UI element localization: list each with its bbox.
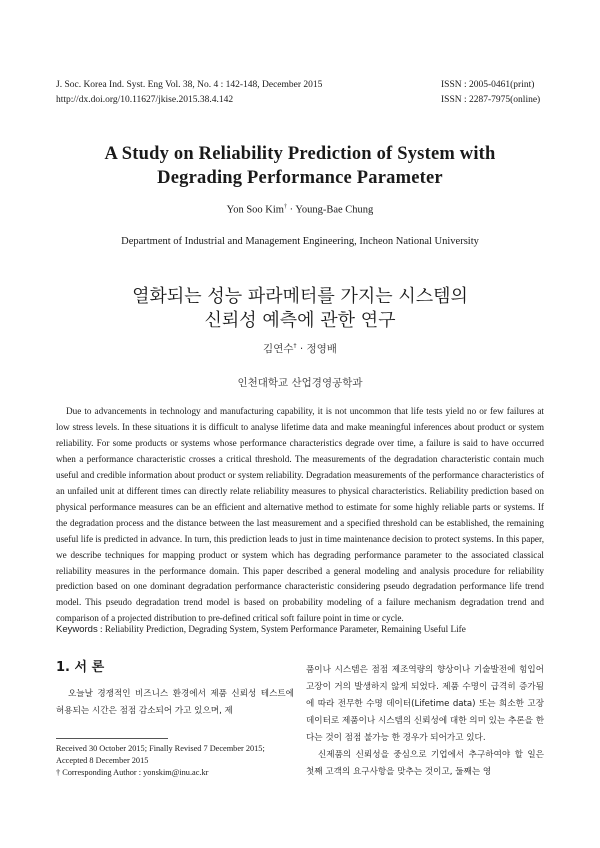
corresponding-author-text: Corresponding Author : yonskim@inu.ac.kr: [60, 768, 209, 777]
journal-citation: [56, 78, 322, 108]
keywords-line: [56, 624, 556, 635]
author-separator: ·: [286, 204, 296, 216]
english-author-1: Yon Soo Kim: [226, 204, 284, 216]
issn-block: [441, 78, 540, 108]
english-title: [0, 142, 600, 190]
korean-authors: [0, 341, 600, 356]
korean-author-2: 정영배: [306, 343, 337, 355]
korean-corresponding-mark: †: [293, 342, 297, 350]
korean-title-line1: 열화되는 성능 파라메터를 가지는 시스템의: [132, 286, 468, 307]
keywords-label: Keywords: [56, 624, 98, 635]
journal-line: J. Soc. Korea Ind. Syst. Eng Vol. 38, No. 4 : 142-148, December 2015: [56, 80, 323, 90]
korean-title: [0, 285, 600, 333]
doi-link[interactable]: http://dx.doi.org/10.11627/jkise.2015.38.4.142: [56, 95, 234, 105]
english-affiliation: Department of Industrial and Management Engineering, Incheon National University: [121, 236, 479, 247]
korean-author-separator: ·: [296, 343, 307, 355]
footnote: [56, 743, 296, 779]
intro-paragraph-2: 신제품의 신뢰성을 중심으로 기업에서 추구하여야 할 일은 첫째 고객의 요구사항을 맞추는 것이고, 둘째는 영: [306, 750, 544, 777]
abstract: Due to advancements in technology and manufacturing capability, it is not uncommon that life tests yield no or few failures at low stress levels. In these situations it is difficult to analyse lifetime data and make meaningful inferences about product or system reliability. For some products or systems whose performance characteristics degrade over time, a failure is said to have occurred when a performance characteristic crosses a critical threshold. The measurements of the degradation characteristic contain much useful and credible information about product or system reliability. Degradation measurements of the performance characteristics of an unfailed unit at different times can directly relate reliability measures to physical characteristics. Reliability prediction based on physical performance measures can be an efficient and alternative method to estimate for some highly reliable parts or systems. If the degradation process and the distance between the last measurement and a specified threshold can be established, the remaining useful life is predicted in advance. In turn, this prediction leads to just in time maintenance decision to protect systems. In this paper, we describe techniques for mapping product or system which has degrading performance parameter to the associated classical reliability measures in the performance domain. This paper described a general modeling and analysis procedure for reliability prediction based on one dominant degradation performance characteristic considering pseudo degradation performance life trend model. This pseudo degradation trend model is based on probability modeling of a failure mechanism degradation trend and comparison of a projected distribution to pre-defined critical soft failure point in time or cycle.: [56, 406, 544, 624]
intro-paragraph-continued: 품이나 시스템은 점점 제조역량의 향상이나 기술발전에 힘입어 고장이 거의 발생하지 않게 되었다. 제품 수명이 급격히 증가됨에 따라 전무한 수명 데이터(Lifetime data) 또는 희소한 고장 데이터로 제품이나 시스템의 신뢰성에 대한 의미 있는 추론을 한다는 것이 점점 불가능 한 경우가 되어가고 있다.: [306, 665, 544, 743]
corresponding-author-note: [56, 767, 296, 779]
section-heading: 1. 서 론: [56, 660, 105, 675]
korean-title-line2: 신뢰성 예측에 관한 연구: [204, 310, 396, 331]
english-title-line1: A Study on Reliability Prediction of System with: [104, 144, 496, 164]
keywords-text: Reliability Prediction, Degrading System, System Performance Parameter, Remaining Useful Life: [104, 624, 466, 634]
issn-print: ISSN : 2005-0461(print): [441, 80, 535, 90]
issn-online: ISSN : 2287-7975(online): [441, 95, 541, 105]
korean-affiliation: 인천대학교 산업경영공학과: [237, 377, 363, 389]
intro-left-column: 오늘날 경쟁적인 비즈니스 환경에서 제품 신뢰성 테스트에 허용되는 시간은 점점 감소되어 가고 있으며, 제: [56, 689, 294, 716]
intro-right-column: [306, 662, 544, 781]
keywords-separator: :: [97, 624, 105, 634]
received-date: Received 30 October 2015; Finally Revised 7 December 2015;: [56, 744, 265, 753]
english-authors: [0, 204, 600, 216]
dagger-mark: †: [56, 768, 61, 777]
corresponding-author-mark: †: [283, 204, 287, 210]
english-title-line2: Degrading Performance Parameter: [157, 168, 443, 188]
english-author-2: Young-Bae Chung: [295, 204, 374, 216]
accepted-date: Accepted 8 December 2015: [56, 756, 149, 765]
footnote-divider: [56, 738, 168, 739]
korean-author-1: 김연수: [263, 343, 294, 355]
